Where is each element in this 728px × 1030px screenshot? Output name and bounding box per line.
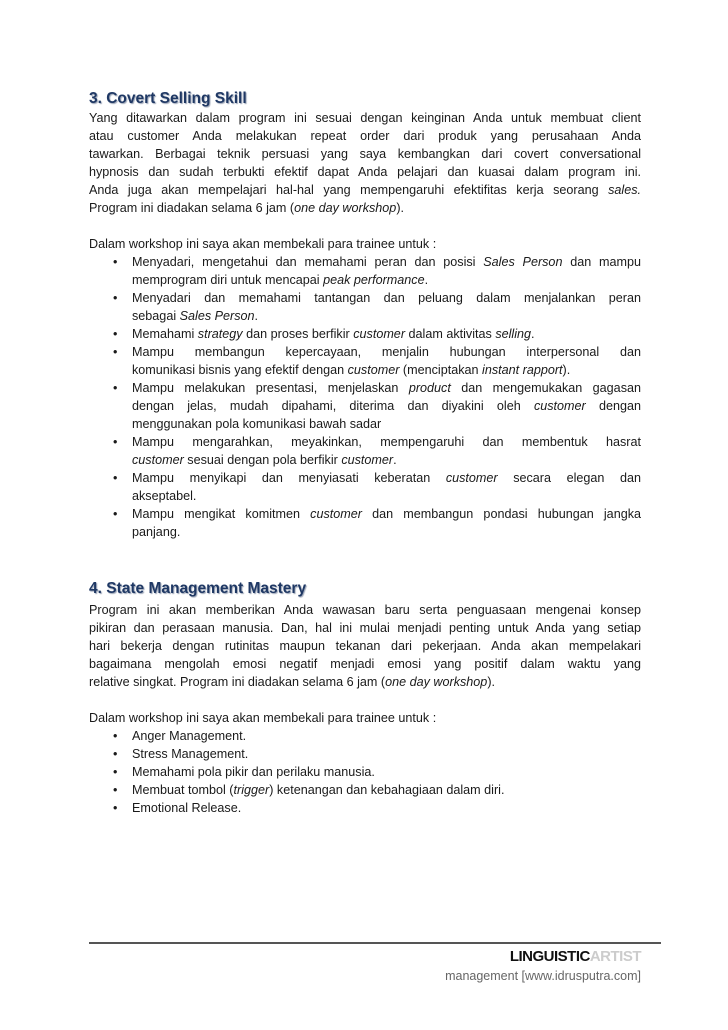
text-segment: . [254, 309, 259, 323]
text-segment: (menciptakan [399, 363, 483, 377]
text-segment: Mampu melakukan presentasi, menjelaskan [132, 381, 409, 395]
workshop-intro: Dalam workshop ini saya akan membekali para trainee untuk : [89, 237, 437, 251]
text-segment: Stress Management. [132, 747, 249, 761]
text-segment: . [424, 273, 429, 287]
text-segment: Membuat tombol ( [132, 783, 234, 797]
text-segment: dengan jelas, mudah dipahami, diterima dan diyakini oleh [132, 399, 534, 413]
text-line [132, 415, 641, 433]
text-segment: Program ini diadakan selama 6 jam ( [89, 201, 295, 215]
text-segment: hari bekerja dengan rutinitas maupun tekanan dari pekerjaan. Anda akan mempelakari [89, 639, 641, 653]
text-segment: Mampu mengikat komitmen [132, 507, 311, 521]
text-segment: dan mampu [562, 255, 642, 269]
bullet-item [89, 505, 641, 541]
text-line [89, 637, 641, 655]
bullet-icon: • [113, 381, 118, 395]
italic-text: customer [132, 453, 184, 467]
italic-text: customer [445, 471, 498, 485]
text-segment: . [531, 327, 535, 341]
bullet-list [89, 253, 641, 541]
text-line [89, 181, 641, 199]
bullet-item [89, 781, 641, 799]
bullet-item [89, 379, 641, 433]
text-segment: dan proses berfikir [242, 327, 354, 341]
text-line [132, 745, 641, 763]
text-line [132, 361, 641, 379]
text-segment: komunikasi bisnis yang efektif dengan [132, 363, 348, 377]
text-line [132, 451, 641, 469]
text-segment: ) ketenangan dan kebahagiaan dalam diri. [269, 783, 505, 797]
text-line [132, 727, 641, 745]
bullet-item [89, 433, 641, 469]
section-4-body [89, 601, 641, 817]
bullet-icon: • [113, 255, 118, 269]
text-segment: sebagai [132, 309, 180, 323]
text-segment: . [393, 453, 397, 467]
text-line [89, 127, 641, 145]
text-segment: bagaimana mengolah emosi negatif menjadi emosi yang positif dalam waktu yang [89, 657, 641, 671]
bullet-icon: • [113, 471, 118, 485]
bullet-item [89, 763, 641, 781]
text-line [89, 163, 641, 181]
bullet-icon: • [113, 327, 118, 341]
text-line [132, 271, 641, 289]
text-line [132, 253, 641, 271]
text-segment: Memahami [132, 327, 198, 341]
text-segment: ). [396, 201, 405, 215]
text-segment: Menyadari dan memahami tantangan dan peluang dalam menjalankan peran [132, 291, 641, 305]
text-segment: tawarkan. Berbagai teknik persuasi yang saya kembangkan dari covert conversational [89, 147, 641, 161]
footer-tagline: management [www.idrusputra.com] [445, 969, 641, 983]
italic-text: customer [353, 327, 406, 341]
italic-text: Sales Person [483, 255, 563, 269]
text-segment: relative singkat. Program ini diadakan selama 6 jam ( [89, 675, 386, 689]
text-line [132, 397, 641, 415]
blank-line [89, 691, 641, 709]
text-line [132, 343, 641, 361]
section-paragraph [89, 109, 641, 217]
italic-text: peak performance [323, 273, 425, 287]
section-paragraph [89, 601, 641, 691]
text-segment: dan mengemukakan gagasan [450, 381, 641, 395]
bullet-icon: • [113, 747, 118, 761]
bullet-icon: • [113, 435, 118, 449]
italic-text: instant rapport [482, 363, 563, 377]
italic-text: one day workshop [385, 675, 488, 689]
text-segment: menggunakan pola komunikasi bawah sadar [132, 417, 382, 431]
text-line [132, 799, 641, 817]
text-segment: ). [487, 675, 496, 689]
bullet-icon: • [113, 729, 118, 743]
bullet-item [89, 343, 641, 379]
bullet-item [89, 469, 641, 505]
bullet-icon: • [113, 507, 118, 521]
text-line [132, 523, 641, 541]
italic-text: selling [495, 327, 532, 341]
text-segment: memprogram diri untuk mencapai [132, 273, 324, 287]
text-segment: dengan [585, 399, 641, 413]
text-segment: Mampu membangun kepercayaan, menjalin hubungan interpersonal dan [132, 345, 641, 359]
text-line [89, 601, 641, 619]
italic-text: customer [341, 453, 394, 467]
logo-part-1: LINGUISTIC [509, 948, 590, 965]
footer-logo [510, 948, 641, 965]
section-3-heading: 3. Covert Selling Skill [89, 90, 247, 107]
text-segment: pikiran dan perasaan manusia. Dan, hal ini mulai menjadi penting untuk Anda yang setiap [89, 621, 641, 635]
bullet-item [89, 289, 641, 325]
text-segment: Mampu menyikapi dan menyiasati keberatan [132, 471, 446, 485]
text-segment: secara elegan dan [497, 471, 641, 485]
logo-part-2: ARTIST [589, 948, 641, 965]
italic-text: customer [310, 507, 362, 521]
section-3-body [89, 109, 641, 541]
bullet-item [89, 253, 641, 289]
text-segment: Menyadari, mengetahui dan memahami peran dan posisi [132, 255, 484, 269]
text-line [132, 469, 641, 487]
text-segment: akseptabel. [132, 489, 197, 503]
bullet-icon: • [113, 783, 118, 797]
text-line [132, 433, 641, 451]
text-segment: dan membangun pondasi hubungan jangka [361, 507, 641, 521]
text-line [132, 487, 641, 505]
bullet-item [89, 325, 641, 343]
section-4-heading: 4. State Management Mastery [89, 580, 307, 597]
text-line [89, 199, 641, 217]
text-line [132, 379, 641, 397]
bullet-item [89, 727, 641, 745]
text-line [132, 781, 641, 799]
italic-text: one day workshop [294, 201, 397, 215]
text-segment: panjang. [132, 525, 181, 539]
text-segment: Yang ditawarkan dalam program ini sesuai dengan keinginan Anda untuk membuat client [89, 111, 641, 125]
text-line [132, 763, 641, 781]
text-segment: atau customer Anda melakukan repeat order dari produk yang perusahaan Anda [89, 129, 641, 143]
italic-text: product [408, 381, 451, 395]
footer-divider [89, 942, 661, 944]
text-segment: ). [562, 363, 571, 377]
text-line [132, 307, 641, 325]
text-line [132, 505, 641, 523]
italic-text: customer [533, 399, 586, 413]
italic-text: customer [347, 363, 400, 377]
text-segment: Anda juga akan mempelajari hal-hal yang mempengaruhi efektifitas kerja seorang [89, 183, 609, 197]
bullet-item [89, 745, 641, 763]
bullet-icon: • [113, 801, 118, 815]
text-segment: Emotional Release. [132, 801, 242, 815]
text-line [132, 289, 641, 307]
italic-text: sales. [608, 183, 641, 197]
bullet-list [89, 727, 641, 817]
text-line [89, 619, 641, 637]
italic-text: trigger [233, 783, 270, 797]
workshop-intro: Dalam workshop ini saya akan membekali para trainee untuk : [89, 711, 437, 725]
text-segment: Program ini akan memberikan Anda wawasan baru serta penguasaan mengenai konsep [89, 603, 641, 617]
text-segment: sesuai dengan pola berfikir [183, 453, 342, 467]
text-line [89, 673, 641, 691]
text-line [89, 145, 641, 163]
text-segment: hypnosis dan sudah terbukti efektif dapat Anda pelajari dan kuasai dalam program ini. [89, 165, 641, 179]
text-segment: dalam aktivitas [405, 327, 496, 341]
text-line [89, 109, 641, 127]
bullet-item [89, 799, 641, 817]
bullet-icon: • [113, 765, 118, 779]
italic-text: strategy [197, 327, 243, 341]
italic-text: Sales Person [179, 309, 255, 323]
blank-line [89, 217, 641, 235]
text-line [132, 325, 641, 343]
bullet-icon: • [113, 291, 118, 305]
text-segment: Memahami pola pikir dan perilaku manusia. [132, 765, 375, 779]
bullet-icon: • [113, 345, 118, 359]
text-segment: Mampu mengarahkan, meyakinkan, mempengaruhi dan membentuk hasrat [132, 435, 641, 449]
text-line [89, 655, 641, 673]
text-segment: Anger Management. [132, 729, 247, 743]
